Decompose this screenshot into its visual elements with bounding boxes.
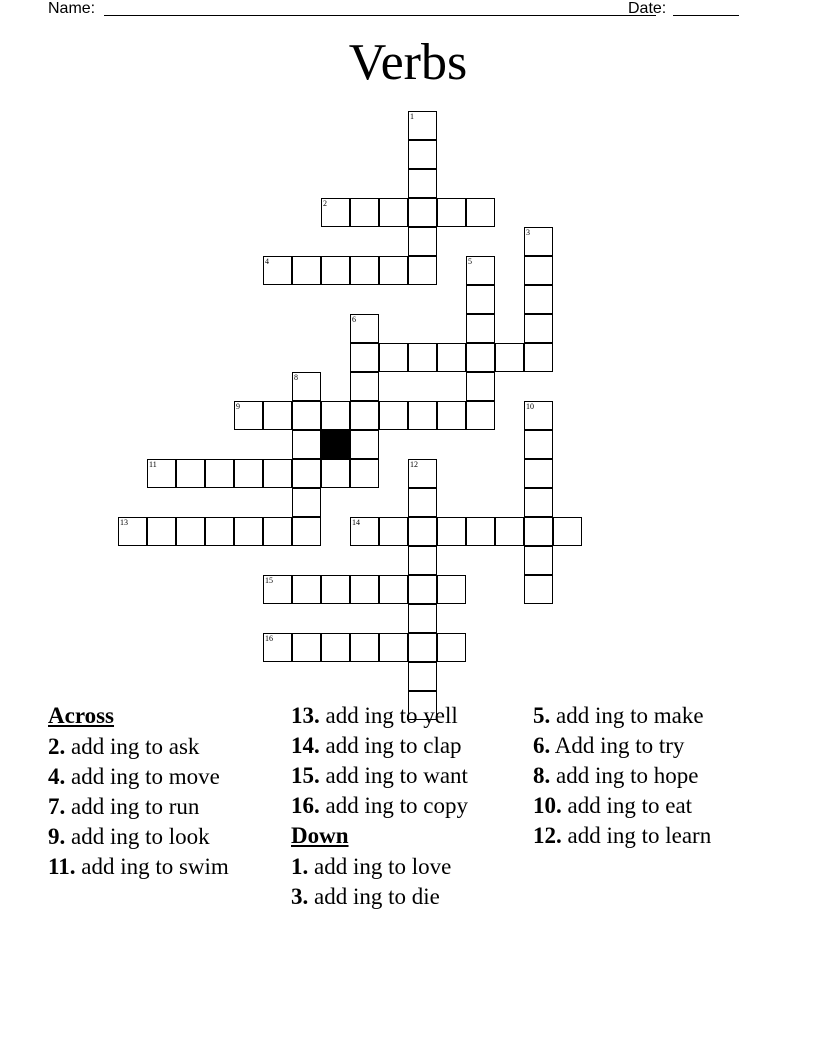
clue-column-1 [48,703,278,884]
cell-number: 9 [236,402,240,411]
crossword-cell[interactable] [263,575,292,604]
crossword-cell[interactable] [263,256,292,285]
clue-across-15 [291,763,521,789]
crossword-cell[interactable] [321,198,350,227]
crossword-cell[interactable] [321,256,350,285]
clue-text: add ing to eat [567,793,693,818]
clue-number: 10. [533,793,562,818]
clue-number: 8. [533,763,551,788]
clue-number: 7. [48,794,66,819]
crossword-cell[interactable] [408,575,437,604]
crossword-cell[interactable] [524,488,553,517]
crossword-cell[interactable] [524,343,553,372]
crossword-cell[interactable] [466,517,495,546]
crossword-cell[interactable] [118,517,147,546]
crossword-cell[interactable] [553,517,582,546]
crossword-cell[interactable] [321,633,350,662]
crossword-cell[interactable] [466,343,495,372]
clue-down-8 [533,763,763,789]
clue-across-16 [291,793,521,819]
crossword-cell[interactable] [292,256,321,285]
crossword-cell[interactable] [350,198,379,227]
crossword-cell[interactable] [350,372,379,401]
crossword-cell[interactable] [292,517,321,546]
crossword-cell[interactable] [292,575,321,604]
crossword-cell[interactable] [408,546,437,575]
black-cell [321,430,350,459]
cell-number: 11 [149,460,157,469]
name-label: Name: [48,0,96,17]
clue-text: add ing to clap [325,733,462,758]
crossword-cell[interactable] [408,140,437,169]
crossword-cell[interactable] [466,285,495,314]
cell-number: 3 [526,228,530,237]
crossword-cell[interactable] [234,459,263,488]
crossword-cell[interactable] [466,198,495,227]
clue-number: 11. [48,854,76,879]
clue-text: add ing to want [325,763,468,788]
crossword-cell[interactable] [350,256,379,285]
clue-text: add ing to die [314,884,440,909]
crossword-cell[interactable] [495,343,524,372]
crossword-cell[interactable] [524,517,553,546]
crossword-cell[interactable] [292,401,321,430]
clue-text: add ing to hope [556,763,699,788]
crossword-cell[interactable] [524,401,553,430]
clue-number: 2. [48,734,66,759]
clue-across-13 [291,703,521,729]
crossword-cell[interactable] [263,633,292,662]
crossword-cell[interactable] [234,401,263,430]
clue-across-7 [48,794,278,820]
crossword-cell[interactable] [437,575,466,604]
crossword-cell[interactable] [147,459,176,488]
clue-number: 6. [533,733,551,758]
cell-number: 4 [265,257,269,266]
page-title: Verbs [348,34,468,91]
cell-number: 16 [265,634,273,643]
crossword-cell[interactable] [437,198,466,227]
crossword-cell[interactable] [350,401,379,430]
crossword-cell[interactable] [524,256,553,285]
crossword-cell[interactable] [408,227,437,256]
cell-number: 1 [410,112,414,121]
crossword-cell[interactable] [408,111,437,140]
crossword-cell[interactable] [292,488,321,517]
crossword-cell[interactable] [437,401,466,430]
crossword-cell[interactable] [350,459,379,488]
crossword-cell[interactable] [350,430,379,459]
clue-across-2 [48,734,278,760]
clue-across-11 [48,854,278,880]
crossword-cell[interactable] [350,517,379,546]
crossword-cell[interactable] [263,401,292,430]
date-label: Date: [628,0,667,17]
clue-text: add ing to run [71,794,200,819]
crossword-cell[interactable] [176,517,205,546]
crossword-cell[interactable] [205,517,234,546]
crossword-cell[interactable] [524,227,553,256]
clue-column-3 [533,703,763,853]
crossword-cell[interactable] [176,459,205,488]
crossword-cell[interactable] [350,343,379,372]
clue-text: add ing to learn [567,823,712,848]
crossword-cell[interactable] [350,575,379,604]
crossword-cell[interactable] [437,633,466,662]
crossword-cell[interactable] [292,430,321,459]
crossword-cell[interactable] [524,430,553,459]
crossword-cell[interactable] [379,401,408,430]
crossword-cell[interactable] [379,517,408,546]
crossword-cell[interactable] [466,372,495,401]
crossword-cell[interactable] [379,633,408,662]
cell-number: 2 [323,199,327,208]
clue-text: add ing to ask [71,734,200,759]
cell-number: 15 [265,576,273,585]
cell-number: 8 [294,373,298,382]
crossword-cell[interactable] [437,343,466,372]
clue-number: 9. [48,824,66,849]
crossword-cell[interactable] [408,198,437,227]
clue-text: add ing to move [71,764,220,789]
crossword-cell[interactable] [379,575,408,604]
clue-text: add ing to love [314,854,452,879]
clue-down-5 [533,703,763,729]
crossword-cell[interactable] [292,372,321,401]
clue-number: 16. [291,793,320,818]
crossword-cell[interactable] [292,459,321,488]
crossword-cell[interactable] [379,256,408,285]
crossword-cell[interactable] [321,575,350,604]
cell-number: 5 [468,257,472,266]
crossword-cell[interactable] [234,517,263,546]
crossword-cell[interactable] [466,256,495,285]
crossword-cell[interactable] [524,459,553,488]
clue-number: 15. [291,763,320,788]
crossword-cell[interactable] [321,459,350,488]
clue-number: 5. [533,703,551,728]
cell-number: 6 [352,315,356,324]
crossword-cell[interactable] [408,604,437,633]
crossword-cell[interactable] [205,459,234,488]
crossword-cell[interactable] [263,517,292,546]
clue-across-14 [291,733,521,759]
crossword-cell[interactable] [408,401,437,430]
crossword-cell[interactable] [466,314,495,343]
crossword-cell[interactable] [524,575,553,604]
clue-number: 12. [533,823,562,848]
crossword-cell[interactable] [524,546,553,575]
cell-number: 13 [120,518,128,527]
cell-number: 10 [526,402,534,411]
crossword-cell[interactable] [408,488,437,517]
clue-text: Add ing to try [554,733,685,758]
crossword-cell[interactable] [524,285,553,314]
crossword-cell[interactable] [292,633,321,662]
clue-down-10 [533,793,763,819]
clue-across-4 [48,764,278,790]
clue-down-12 [533,823,763,849]
crossword-cell[interactable] [408,343,437,372]
crossword-cell[interactable] [408,517,437,546]
crossword-cell[interactable] [379,343,408,372]
clue-text: add ing to make [556,703,704,728]
crossword-cell[interactable] [524,314,553,343]
clue-text: add ing to swim [81,854,229,879]
crossword-cell[interactable] [408,256,437,285]
crossword-cell[interactable] [147,517,176,546]
clue-down-1 [291,854,521,880]
crossword-cell[interactable] [408,169,437,198]
clue-text: add ing to copy [325,793,468,818]
crossword-cell[interactable] [408,459,437,488]
clue-number: 14. [291,733,320,758]
clue-text: add ing to look [71,824,210,849]
clue-number: 1. [291,854,309,879]
clue-text: add ing to yell [325,703,458,728]
clue-across-9 [48,824,278,850]
crossword-cell[interactable] [350,314,379,343]
crossword-cell[interactable] [350,633,379,662]
clue-down-6 [533,733,763,759]
across-heading: Across [48,703,115,728]
crossword-cell[interactable] [437,517,466,546]
clue-down-3 [291,884,521,910]
crossword-cell[interactable] [495,517,524,546]
down-heading: Down [291,823,349,848]
crossword-cell[interactable] [263,459,292,488]
clue-number: 3. [291,884,309,909]
crossword-cell[interactable] [321,401,350,430]
crossword-cell[interactable] [466,401,495,430]
crossword-cell[interactable] [408,662,437,691]
crossword-cell[interactable] [408,633,437,662]
crossword-cell[interactable] [379,198,408,227]
clue-column-2 [291,703,521,914]
cell-number: 14 [352,518,360,527]
clue-number: 4. [48,764,66,789]
clue-number: 13. [291,703,320,728]
cell-number: 12 [410,460,418,469]
